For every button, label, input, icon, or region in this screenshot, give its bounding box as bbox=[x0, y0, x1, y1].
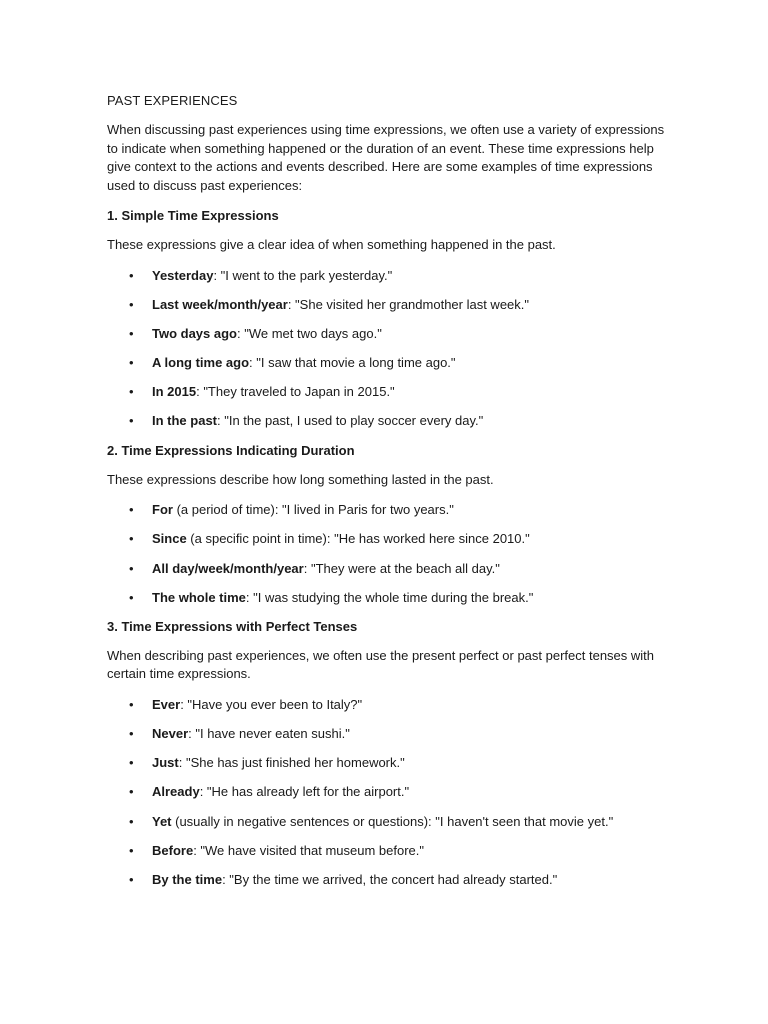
sections-container bbox=[107, 207, 667, 888]
list-item bbox=[107, 754, 667, 771]
bullet-icon: • bbox=[129, 726, 134, 742]
list-item bbox=[107, 325, 667, 342]
item-example: (a period of time): "I lived in Paris for two years." bbox=[172, 502, 454, 518]
item-term: All day/week/month/year bbox=[152, 560, 304, 576]
item-term: The whole time bbox=[152, 589, 246, 605]
list-item bbox=[107, 842, 667, 859]
bullet-icon: • bbox=[129, 267, 134, 283]
bullet-icon: • bbox=[129, 384, 134, 400]
bullet-list bbox=[107, 696, 667, 888]
bullet-icon: • bbox=[129, 589, 134, 605]
item-example: : "She has just finished her homework." bbox=[178, 755, 405, 771]
item-example: (a specific point in time): "He has worked here since 2010." bbox=[186, 531, 530, 547]
list-item bbox=[107, 589, 667, 606]
list-item bbox=[107, 354, 667, 371]
item-example: : "By the time we arrived, the concert had already started." bbox=[222, 872, 558, 887]
item-term: Ever bbox=[152, 696, 181, 712]
list-item bbox=[107, 267, 667, 284]
bullet-icon: • bbox=[129, 784, 134, 800]
bullet-icon: • bbox=[129, 413, 134, 429]
document-title: PAST EXPERIENCES bbox=[107, 93, 238, 108]
item-term: Already bbox=[152, 784, 200, 800]
list-item bbox=[107, 871, 667, 888]
bullet-icon: • bbox=[129, 355, 134, 371]
section-heading: 3. Time Expressions with Perfect Tenses bbox=[107, 618, 358, 634]
item-example: (usually in negative sentences or questions): "I haven't seen that movie yet." bbox=[171, 813, 614, 829]
section-description: When describing past experiences, we often use the present perfect or past perfect tenses with certain time expressions. bbox=[107, 647, 655, 682]
item-term: A long time ago bbox=[152, 355, 250, 371]
bullet-icon: • bbox=[129, 560, 134, 576]
bullet-list bbox=[107, 501, 667, 606]
bullet-icon: • bbox=[129, 872, 134, 887]
list-item bbox=[107, 296, 667, 313]
list-item bbox=[107, 383, 667, 400]
item-term: Yesterday bbox=[152, 267, 214, 283]
bullet-icon: • bbox=[129, 696, 134, 712]
item-example: : "We met two days ago." bbox=[237, 325, 382, 341]
item-term: Since bbox=[152, 531, 187, 547]
item-term: Last week/month/year bbox=[152, 296, 288, 312]
document-body bbox=[107, 92, 667, 900]
intro-paragraph: When discussing past experiences using time expressions, we often use a variety of expressions to indicate when something happened or the duration of an event. These time expressions help give context to the actions and events described. Here are some examples of time expressions used to discuss past experiences: bbox=[107, 122, 665, 193]
item-term: Just bbox=[152, 755, 179, 771]
section-description: These expressions describe how long something lasted in the past. bbox=[107, 471, 494, 487]
item-example: : "I have never eaten sushi." bbox=[188, 726, 350, 742]
bullet-icon: • bbox=[129, 755, 134, 771]
item-example: : "In the past, I used to play soccer every day." bbox=[217, 413, 484, 429]
item-example: : "She visited her grandmother last week." bbox=[287, 296, 530, 312]
item-term: Two days ago bbox=[152, 325, 237, 341]
section-heading: 2. Time Expressions Indicating Duration bbox=[107, 442, 355, 458]
list-item bbox=[107, 783, 667, 800]
item-term: In 2015 bbox=[152, 384, 197, 400]
item-term: For bbox=[152, 502, 173, 518]
item-example: : "Have you ever been to Italy?" bbox=[180, 696, 363, 712]
item-term: Never bbox=[152, 726, 189, 742]
section-description: These expressions give a clear idea of when something happened in the past. bbox=[107, 237, 556, 252]
list-item bbox=[107, 725, 667, 742]
item-example: : "They were at the beach all day." bbox=[303, 560, 500, 576]
section-heading: 1. Simple Time Expressions bbox=[107, 208, 279, 223]
item-example: : "He has already left for the airport." bbox=[199, 784, 410, 800]
item-term: In the past bbox=[152, 413, 218, 429]
list-item bbox=[107, 813, 667, 830]
item-term: Yet bbox=[152, 813, 172, 829]
item-term: By the time bbox=[152, 872, 223, 887]
list-item bbox=[107, 560, 667, 577]
bullet-icon: • bbox=[129, 531, 134, 547]
item-example: : "I was studying the whole time during the break." bbox=[245, 589, 534, 605]
bullet-icon: • bbox=[129, 296, 134, 312]
item-example: : "I went to the park yesterday." bbox=[213, 267, 393, 283]
list-item bbox=[107, 412, 667, 429]
item-term: Before bbox=[152, 842, 194, 858]
list-item bbox=[107, 501, 667, 518]
item-example: : "They traveled to Japan in 2015." bbox=[196, 384, 395, 400]
bullet-icon: • bbox=[129, 842, 134, 858]
bullet-icon: • bbox=[129, 813, 134, 829]
list-item bbox=[107, 530, 667, 547]
list-item bbox=[107, 696, 667, 713]
item-example: : "I saw that movie a long time ago." bbox=[249, 355, 456, 371]
bullet-icon: • bbox=[129, 325, 134, 341]
item-example: : "We have visited that museum before." bbox=[193, 842, 425, 858]
bullet-list bbox=[107, 267, 667, 430]
bullet-icon: • bbox=[129, 502, 134, 518]
